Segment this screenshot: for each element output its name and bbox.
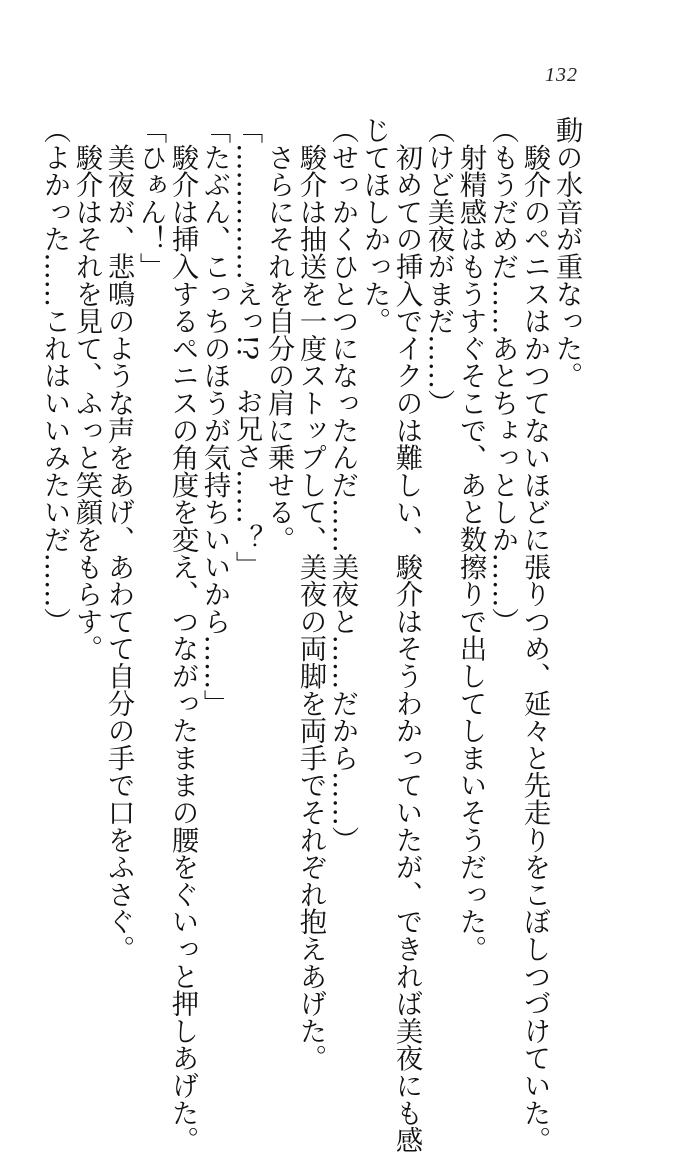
text-line: 美夜が、悲鳴のような声をあげ、あわてて自分の手で口をふさぐ。 xyxy=(103,116,134,963)
text-line: 動の水音が重なった。 xyxy=(551,116,582,389)
text-line: 「ひぁん！」 xyxy=(135,116,166,280)
text-line: （けど美夜がまだ……） xyxy=(423,116,454,417)
text-line: （よかった……これはいいみたいだ……） xyxy=(39,116,70,635)
text-line: 初めての挿入でイクのは難しい、駿介はそうわかっていたが、できれば美夜にも感 xyxy=(391,116,422,1153)
text-line: 「……………えっ!? お兄さ……？」 xyxy=(231,116,262,579)
text-line: （もうだめだ……あとちょっとしか……） xyxy=(487,116,518,635)
text-line: 駿介はそれを見て、ふっと笑顔をもらす。 xyxy=(71,116,102,662)
text-line: （せっかくひとつになったんだ……美夜と……だから……） xyxy=(327,116,358,854)
text-line: 「たぶん、こっちのほうが気持ちいいから……」 xyxy=(199,116,230,717)
text-line: 駿介のペニスはかつてないほどに張りつめ、延々と先走りをこぼしつづけていた。 xyxy=(519,116,550,1153)
text-line: さらにそれを自分の肩に乗せる。 xyxy=(263,116,294,553)
text-line: 駿介は抽送を一度ストップして、美夜の両脚を両手でそれぞれ抱えあげた。 xyxy=(295,116,326,1072)
text-line: 駿介は挿入するペニスの角度を変え、つながったままの腰をぐいっと押しあげた。 xyxy=(167,116,198,1153)
text-line: 射精感はもうすぐそこで、あと数擦りで出してしまいそうだった。 xyxy=(455,116,486,963)
body-text xyxy=(39,116,582,1153)
text-line: じてほしかった。 xyxy=(359,116,390,335)
page-number: 132 xyxy=(545,64,578,86)
